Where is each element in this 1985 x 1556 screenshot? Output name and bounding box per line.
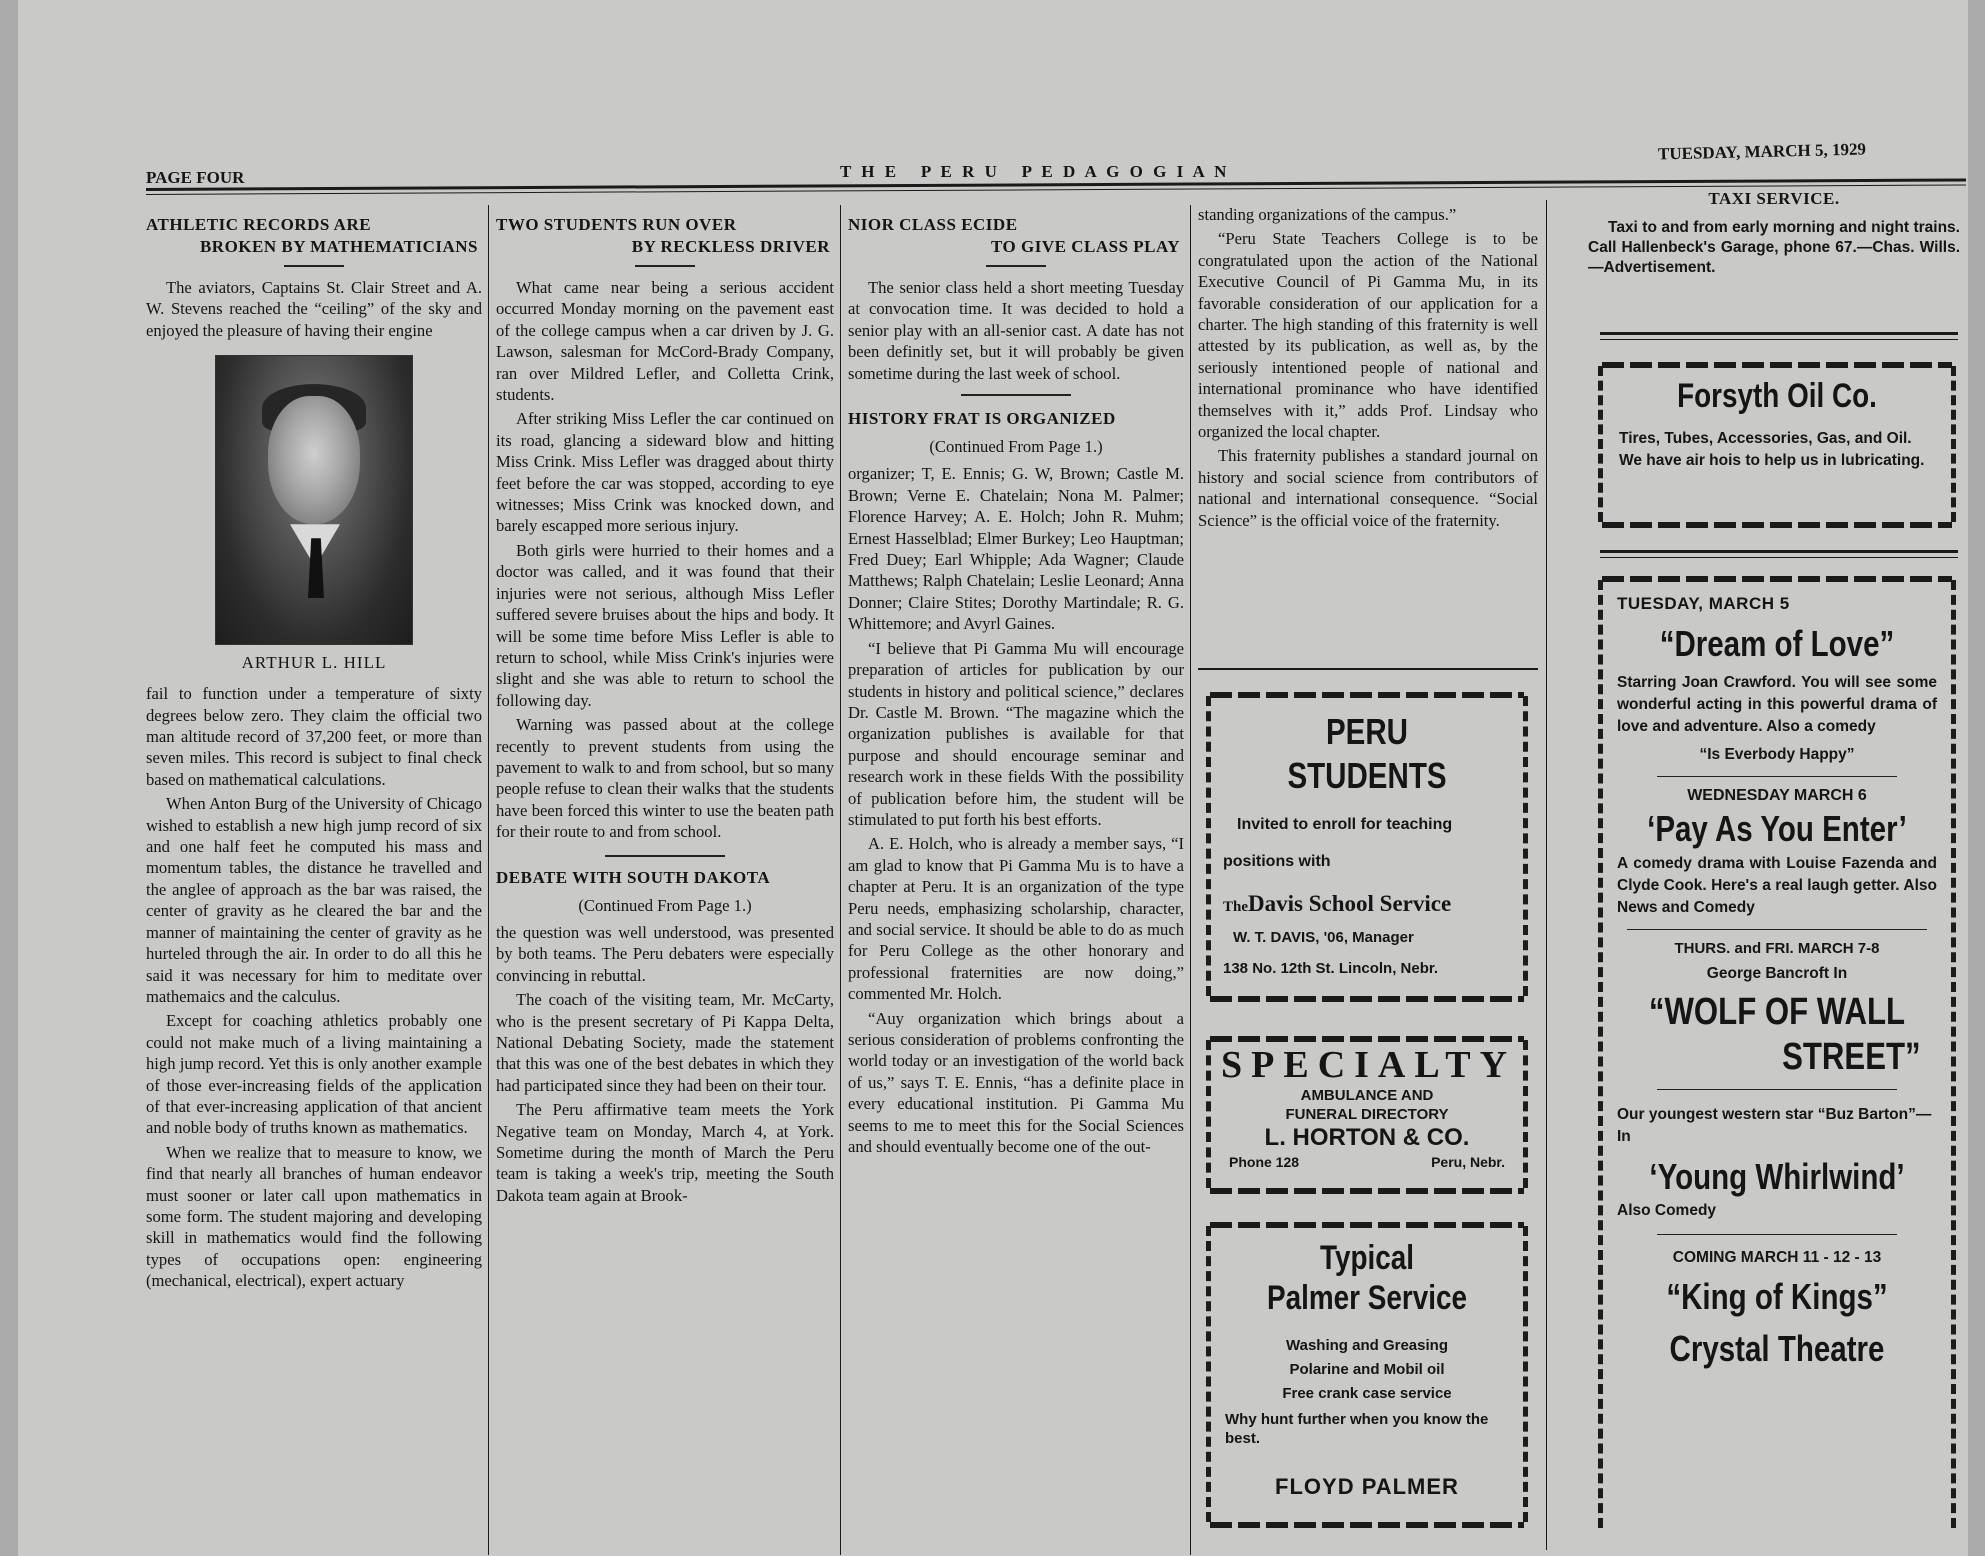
ad-line: positions with <box>1223 853 1331 871</box>
divider <box>1627 929 1927 930</box>
theatre-name: Crystal Theatre <box>1669 1328 1885 1369</box>
paragraph: What came near being a serious accident occurred Monday morning on the pavement east of the college campus when a car driven by J. G. Lawson, salesman for McCord-Brady Company, ran over Mildred Lefler, and Colletta Crink, students. <box>496 278 834 405</box>
paragraph: This fraternity publishes a standard journal on history and social science from contributors of national and international consequence. “Social Science” is the official voice of the fraternity. <box>1198 446 1538 530</box>
ad-body: Tires, Tubes, Accessories, Gas, and Oil. We have air hois to help us in lubricating. <box>1619 430 1925 469</box>
headline <box>848 214 1184 258</box>
paragraph: The coach of the visiting team, Mr. McCarty, who is the present secretary of Pi Kappa Delta, National Debating Society, made the statement that this was one of the best debates in which they had participated since they had been on their tour. <box>496 990 834 1095</box>
paragraph: “Peru State Teachers College is to be congratulated upon the action of the National Executive Council of Pi Gamma Mu, in its favorable consideration of our application for a charter. The high standing of this fraternity is well attested by its publication, as well as, by the seriously intentioned people of national and international prominance who have identified themselves with it,” adds Prof. Lindsay who organized the local chapter. <box>1198 229 1538 442</box>
section-rule <box>1198 668 1538 670</box>
headline <box>496 214 834 258</box>
ad-title: Forsyth Oil Co. <box>1677 377 1877 415</box>
ad-town: Peru, Nebr. <box>1431 1154 1505 1170</box>
headline-line: BROKEN BY MATHEMATICIANS <box>199 237 478 256</box>
paragraph: the question was well understood, was presented by both teams. The Peru debaters were especially convincing in rebuttal. <box>496 922 834 985</box>
ad-contact <box>1221 1152 1513 1172</box>
divider <box>1657 1089 1897 1090</box>
newspaper-page <box>18 0 1968 1556</box>
ad-title: SPECIALTY <box>1221 1044 1517 1086</box>
newspaper-title: T H E P E R U P E D A G O G I A N <box>840 162 1230 181</box>
paragraph: “Auy organization which brings about a serious consideration of problems confronting the world today or an investigation of the world back of us,” says T. E. Ennis, “has a definite place in every educational institution. Pi Gamma Mu seems to me to meet this for the Social Sciences and should eventually become one of the out- <box>848 1008 1184 1157</box>
headline: TAXI SERVICE. <box>1708 189 1840 208</box>
article-body <box>496 277 834 843</box>
paragraph: The Peru affirmative team meets the York Negative team on Monday, March 4, at York. Sometime during the month of March the Peru team is taking a week's trip, meeting the South Dakota team again at Brook- <box>496 1100 834 1205</box>
portrait-photo <box>215 355 413 645</box>
ad-company-name: L. HORTON & CO. <box>1264 1124 1470 1151</box>
photo-caption: ARTHUR L. HILL <box>241 653 387 673</box>
article-students-run-over <box>496 214 834 1556</box>
article-divider <box>961 394 1071 396</box>
divider <box>1657 1234 1897 1235</box>
issue-date: TUESDAY, MARCH 5, 1929 <box>1657 139 1867 164</box>
article-continuation <box>1198 204 1538 664</box>
film-extra: Also Comedy <box>1617 1202 1717 1219</box>
article-divider <box>605 855 725 857</box>
ad-line: Invited to enroll for teaching <box>1237 816 1453 833</box>
continued-note: (Continued From Page 1.) <box>578 895 752 915</box>
paragraph: Except for coaching athletics probably one could not make much of a living maintaining a high jump record. Yet this is only another example of those ever-increasing fields of the application of that ever-increasing application of that ancient and noble body of truths known as mathematics. <box>146 1011 482 1138</box>
paragraph: A. E. Holch, who is already a member says, “I am glad to know that Pi Gamma Mu is to have a chapter at Peru. It is an organization of the type Peru needs, emphasizing scholarship, character, and social service. It should be able to do as much for Peru College as the other honorary and professional fraternities are now doing,” commented Mr. Holch. <box>848 834 1184 1004</box>
headline-line: TWO STUDENTS RUN OVER <box>496 215 737 234</box>
headline-line: ATHLETIC RECORDS ARE <box>146 215 372 234</box>
column-divider <box>840 205 841 1555</box>
article-body <box>146 277 482 341</box>
headline-history-frat: HISTORY FRAT IS ORGANIZED <box>848 409 1116 429</box>
ad-forsyth-oil <box>1598 366 1956 522</box>
film-title: “King of Kings” <box>1666 1276 1888 1317</box>
article-body <box>848 277 1184 384</box>
divider <box>1657 776 1897 777</box>
ad-manager: W. T. DAVIS, '06, Manager <box>1233 928 1414 946</box>
film-extra: George Bancroft In <box>1706 965 1848 982</box>
continued-note: (Continued From Page 1.) <box>929 437 1103 457</box>
column-divider <box>1546 200 1547 1550</box>
paragraph: After striking Miss Lefler the car continued on its road, glancing a sideward blow and hitting Miss Crink. Miss Lefler was dragged about thirty feet before the car was stopped, according to eye witnesses; Miss Crink was knocked down, and barely escapped more serious injury. <box>496 409 834 536</box>
article-senior-class-play <box>848 214 1184 1556</box>
headline-rule <box>986 265 1046 267</box>
headline-rule <box>284 265 344 267</box>
headline-line: NIOR CLASS ECIDE <box>848 215 1018 234</box>
paragraph: “I believe that Pi Gamma Mu will encourage preparation of articles for publication by our students in history and political science,” declares Dr. Castle M. Brown. “The magazine which the organization publishes is available for that purpose and should encourage seminar and research work in these fields With the possibility of publication before him, the student will be stimulated to put forth his best efforts. <box>848 638 1184 829</box>
showtime-date: THURS. and FRI. MARCH 7-8 <box>1674 940 1880 957</box>
film-description: Starring Joan Crawford. You will see some wonderful acting in this powerful drama of love and adventure. Also a comedy <box>1617 674 1937 735</box>
headline-line: TO GIVE CLASS PLAY <box>991 237 1180 256</box>
paragraph: standing organizations of the campus.” <box>1198 205 1457 224</box>
paragraph: The aviators, Captains St. Clair Street and A. W. Stevens reached the “ceiling” of the sky and enjoyed the pleasure of having their engine <box>146 278 482 340</box>
article-body <box>496 922 834 1206</box>
ad-border <box>1210 996 1524 1002</box>
paragraph: fail to function under a temperature of sixty degrees below zero. They claim the official two man altitude record of 37,200 feet, or more than seven miles. This record is subject to final check based on mathematical calculations. <box>146 684 482 789</box>
ad-company <box>1223 891 1511 917</box>
ad-title: Typical <box>1319 1239 1414 1277</box>
ad-border <box>1210 1188 1524 1194</box>
ad-border <box>1210 1522 1524 1528</box>
ad-line: Why hunt further when you know the best. <box>1225 1411 1489 1447</box>
headline-line: BY RECKLESS DRIVER <box>631 237 830 256</box>
paragraph: The senior class held a short meeting Tuesday at convocation time. It was decided to hold a senior play with an all-senior cast. A date has not been definitly set, but it will probably be given sometime during the last week of school. <box>848 278 1184 383</box>
film-description: A comedy drama with Louise Fazenda and Clyde Cook. Here's a real laugh getter. Also News and Comedy <box>1617 855 1937 916</box>
article-body <box>146 683 482 1291</box>
ad-davis-school-service <box>1206 696 1528 996</box>
ad-horton-funeral <box>1206 1040 1528 1188</box>
section-rule-thin <box>1600 339 1958 340</box>
ad-phone: Phone 128 <box>1229 1154 1300 1170</box>
paragraph: When we realize that to measure to know, we find that nearly all branches of human endeavor must sooner or later call upon mathematics in some form. The student majoring and developing skill in mathematics would find the following types of occupations open: engineering (mechanical, electrical), expert actuary <box>146 1142 482 1291</box>
film-extra: “Is Everbody Happy” <box>1699 746 1855 763</box>
ad-title: Palmer Service <box>1267 1279 1467 1317</box>
section-rule <box>1600 332 1958 335</box>
article-athletic-records <box>146 214 482 1556</box>
ad-title: PERU STUDENTS <box>1287 711 1447 796</box>
article-body <box>848 463 1184 1157</box>
showtime-date: COMING MARCH 11 - 12 - 13 <box>1672 1249 1882 1266</box>
film-title: “WOLF OF WALL <box>1648 991 1906 1033</box>
column-divider <box>1190 205 1191 1555</box>
ad-floyd-palmer <box>1206 1226 1528 1522</box>
paragraph: When Anton Burg of the University of Chicago wished to establish a new high jump record of six and one half feet he computed his mass and momentum tables, the distance he travelled and the anglee of approach as the bar was raised, the center of gravity as he cleared the bar and the manner of maintaining the center of gravity as he hurteled through the air. In order to do all this he said it was necessary for him to meditate over mathemaics and the calculus. <box>146 794 482 1006</box>
ad-line: Free crank case service <box>1282 1385 1452 1402</box>
ad-line: AMBULANCE AND <box>1300 1087 1434 1104</box>
ad-line: FUNERAL DIRECTORY <box>1285 1106 1449 1123</box>
film-title: STREET” <box>1782 1036 1921 1078</box>
notice-body: Taxi to and from early morning and night trains. Call Hallenbeck's Garage, phone 67.—Chas. Wills.—Advertisement. <box>1588 219 1960 276</box>
showtime-date: WEDNESDAY MARCH 6 <box>1687 787 1867 804</box>
ad-border <box>1602 522 1952 528</box>
headline-debate: DEBATE WITH SOUTH DAKOTA <box>496 867 771 887</box>
portrait-face <box>268 396 360 524</box>
ad-the: The <box>1223 898 1249 915</box>
film-description: Our youngest western star “Buz Barton”— In <box>1617 1106 1932 1145</box>
paragraph: Warning was passed about at the college recently to prevent students from using the pavement to walk to and from school, but so many people refuse to clean their walks that the students have been forced this winter to use the beaten path for their route to and from school. <box>496 715 834 842</box>
section-rule <box>1600 550 1958 553</box>
ad-line: Polarine and Mobil oil <box>1289 1361 1445 1378</box>
headline-rule <box>635 265 695 267</box>
ad-address: 138 No. 12th St. Lincoln, Nebr. <box>1223 959 1439 977</box>
film-title: “Dream of Love” <box>1659 623 1895 664</box>
notice-taxi-service <box>1588 188 1960 328</box>
film-title: ‘Pay As You Enter’ <box>1647 808 1907 849</box>
film-title: ‘Young Whirlwind’ <box>1649 1156 1905 1197</box>
paragraph: organizer; T, E. Ennis; G. W, Brown; Castle M. Brown; Verne E. Chatelain; Nona M. Palmer; Florence Harvey; A. E. Holch; John R. Muhm; Ernest Hasselblad; Elmer Burkey; Leo Hauptman; Fred Duey; Earl Whipple; Ada Wagner; Claude Matthews; Ralph Chatelain; Leslie Leonard; Anna Donner; Claire Stites; Dorothy Martindale; R. G. Whittemore; and Avyrl Gaines. <box>848 464 1184 634</box>
column-divider <box>488 205 489 1555</box>
headline <box>146 214 482 258</box>
showtime-date: TUESDAY, MARCH 5 <box>1617 594 1790 613</box>
paragraph: Both girls were hurried to their homes and a doctor was called, and it was found that their injuries were not serious, although Miss Lefler suffered severe bruises about the hips and body. It will be some time before Miss Lefler is able to return to school, while Miss Crink's injuries were slight and she was able to return to school the following day. <box>496 540 834 710</box>
ad-company-name: FLOYD PALMER <box>1275 1474 1459 1499</box>
section-rule-thin <box>1600 557 1958 558</box>
ad-company-name: Davis School Service <box>1248 890 1452 916</box>
page-number: PAGE FOUR <box>146 168 245 187</box>
article-body <box>1198 204 1538 531</box>
ad-line: Washing and Greasing <box>1286 1337 1448 1354</box>
ad-crystal-theatre <box>1598 580 1956 1528</box>
